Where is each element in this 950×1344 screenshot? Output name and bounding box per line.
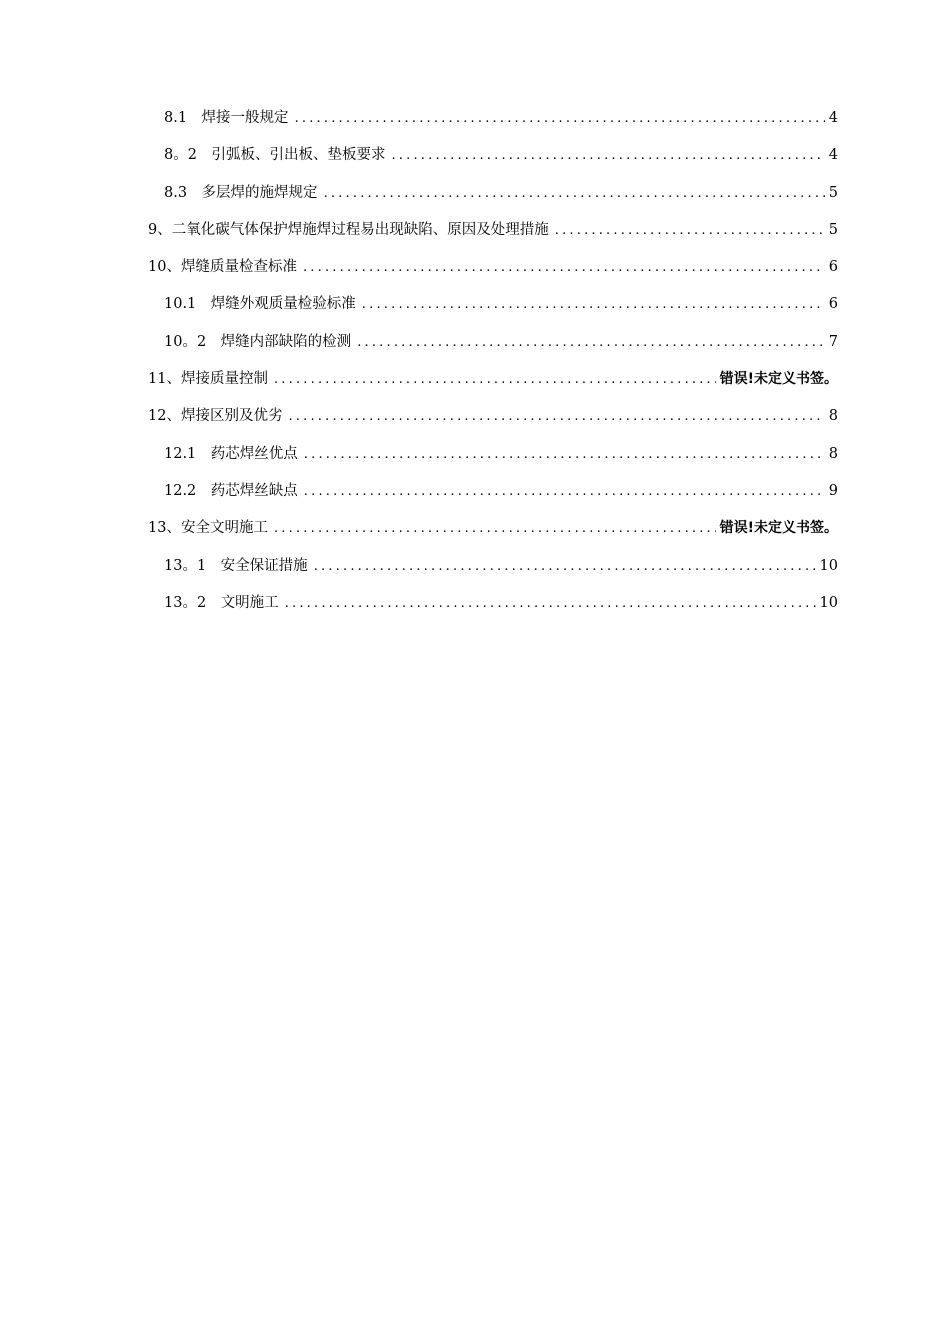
toc-dot-leader [314,548,816,585]
toc-entry[interactable] [148,473,838,510]
toc-dot-leader [391,137,824,174]
toc-entry-page: 7 [828,333,838,350]
toc-entry[interactable] [148,398,838,435]
toc-entry-title: 8.1 焊接一般规定 [164,110,289,126]
toc-dot-leader [274,510,716,547]
toc-entry[interactable] [148,585,838,622]
toc-entry-title: 12.2 药芯焊丝缺点 [164,482,298,499]
toc-entry-page: 6 [828,259,838,276]
toc-entry-title: 12、焊接区别及优劣 [148,408,283,425]
toc-entry[interactable] [148,436,838,473]
toc-dot-leader [304,473,825,510]
toc-entry-page: 9 [828,482,838,499]
toc-entry[interactable] [148,324,838,361]
toc-entry-title: 10.1 焊缝外观质量检验标准 [164,296,356,313]
toc-dot-leader [555,212,825,249]
toc-dot-leader [274,361,716,398]
toc-entry-page: 5 [828,184,838,201]
toc-dot-leader [357,324,825,361]
toc-entry[interactable] [148,100,838,137]
toc-entry-page: 10 [819,594,838,611]
toc-entry-page: 8 [828,408,838,425]
toc-entry-title: 8.3 多层焊的施焊规定 [164,184,318,201]
toc-entry-title: 13、安全文明施工 [148,520,268,537]
toc-dot-leader [295,100,825,137]
toc-dot-leader [303,249,825,286]
toc-entry-page-error: 错误!未定义书签。 [719,520,838,537]
toc-entry-title: 10。2 焊缝内部缺陷的检测 [164,333,352,350]
toc-dot-leader [324,175,825,212]
toc-dot-leader [285,585,816,622]
toc-entry[interactable] [148,175,838,212]
table-of-contents [148,100,838,622]
toc-entry-title: 12.1 药芯焊丝优点 [164,445,298,462]
toc-entry-page: 6 [828,296,838,313]
toc-entry-page: 5 [828,221,838,238]
toc-entry-title: 13。1 安全保证措施 [164,557,308,574]
toc-dot-leader [304,436,825,473]
toc-entry[interactable] [148,548,838,585]
toc-entry-title: 8。2 引弧板、引出板、垫板要求 [164,147,386,164]
toc-entry[interactable] [148,212,838,249]
toc-entry-page: 4 [828,110,838,126]
toc-entry-page: 8 [828,445,838,462]
toc-entry-title: 11、焊接质量控制 [148,371,268,388]
toc-entry-page-error: 错误!未定义书签。 [719,371,838,388]
toc-entry[interactable] [148,361,838,398]
toc-entry[interactable] [148,510,838,547]
toc-entry-page: 10 [819,557,838,574]
toc-entry[interactable] [148,249,838,286]
toc-entry-title: 9、二氧化碳气体保护焊施焊过程易出现缺陷、原因及处理措施 [148,221,549,238]
toc-entry-page: 4 [828,147,838,164]
toc-entry-title: 13。2 文明施工 [164,594,279,611]
toc-entry[interactable] [148,137,838,174]
toc-dot-leader [362,286,825,323]
toc-dot-leader [288,398,824,435]
toc-entry-title: 10、焊缝质量检查标准 [148,259,297,276]
toc-entry[interactable] [148,286,838,323]
